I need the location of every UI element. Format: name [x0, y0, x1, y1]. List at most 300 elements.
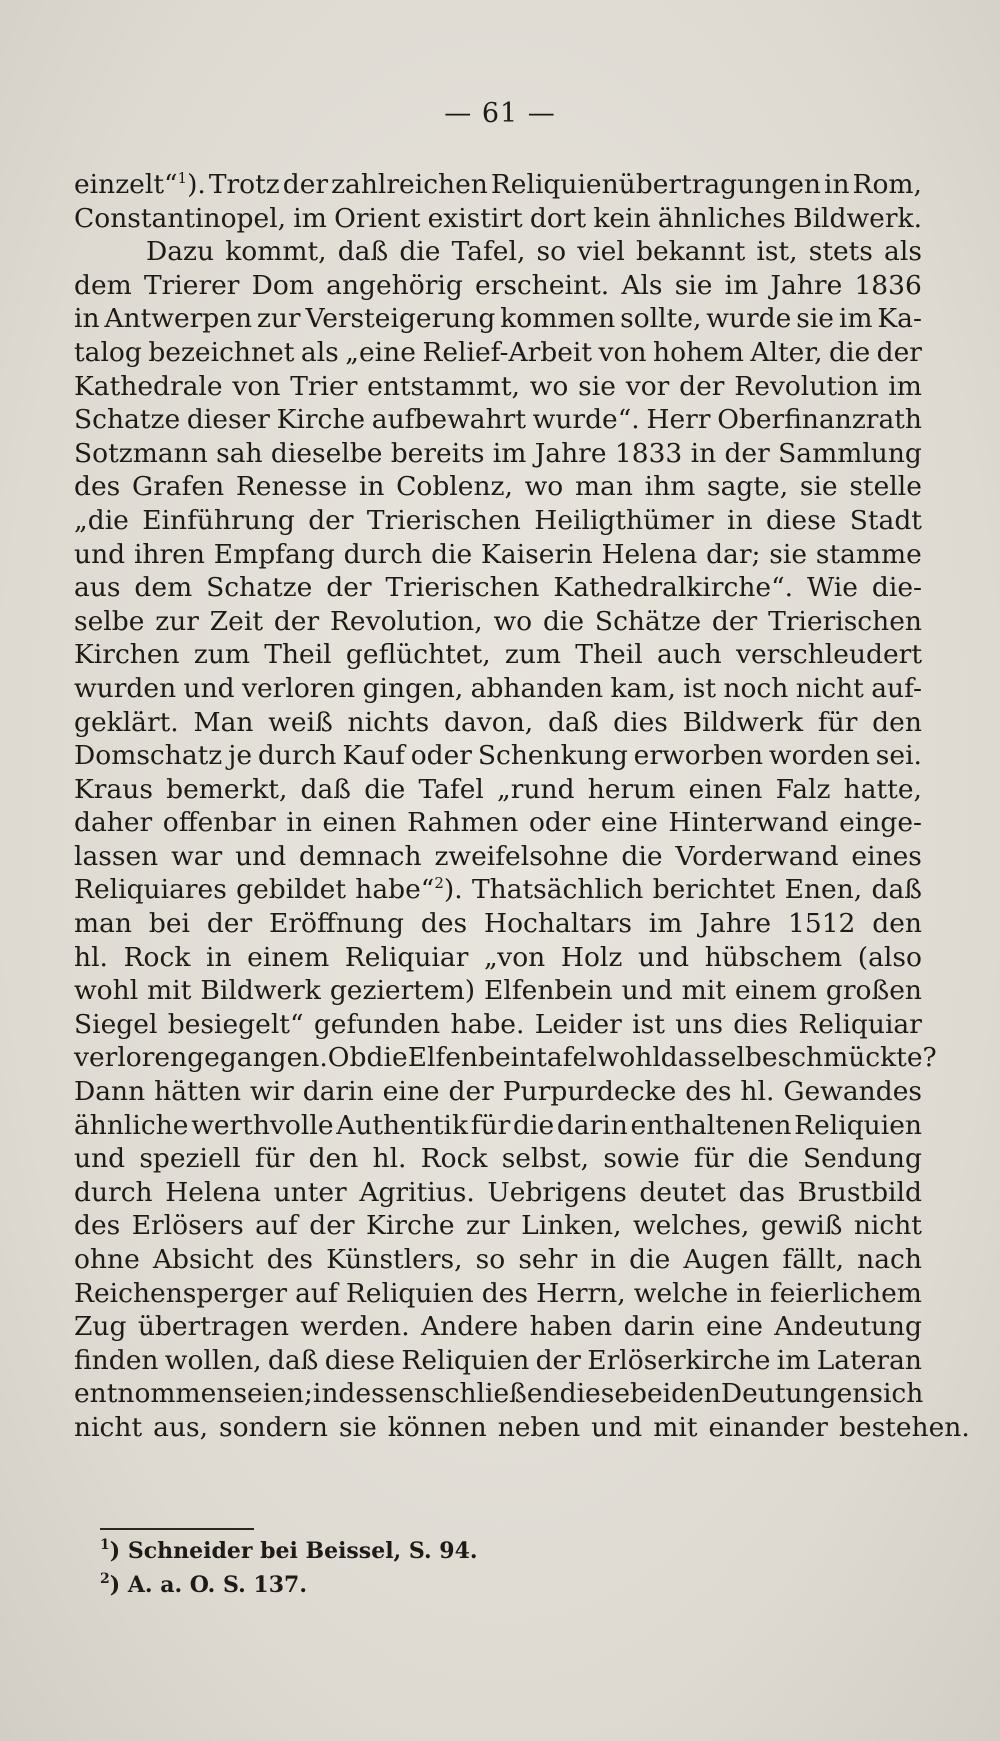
word: eine — [705, 1311, 763, 1343]
word: stamme — [815, 538, 922, 570]
text-line — [74, 202, 922, 236]
word: den — [872, 908, 922, 940]
word: zur — [256, 303, 301, 335]
word: Authentik — [336, 1109, 469, 1141]
word: unter — [273, 1176, 347, 1208]
word: Jahre — [770, 269, 843, 301]
word: auf — [295, 1277, 338, 1309]
text-line — [74, 235, 922, 269]
word: in — [358, 471, 385, 503]
word: im — [888, 370, 922, 402]
word: Ob — [327, 1042, 367, 1074]
word: und — [621, 975, 673, 1007]
word: offenbar — [162, 807, 276, 839]
word: Trierischen — [385, 572, 540, 604]
word: Schätze — [594, 605, 702, 637]
word: Oberfinanzrath — [717, 404, 922, 436]
word: als — [884, 236, 922, 268]
word: Schatze — [206, 572, 313, 604]
word: Herr — [646, 404, 711, 436]
word: Schenkung — [477, 740, 628, 772]
word: (also — [857, 941, 922, 973]
word: einander — [708, 1411, 828, 1443]
word: sowie — [603, 1143, 680, 1175]
word: habe“$^2$). — [355, 874, 463, 906]
word: Trierer — [143, 269, 240, 301]
word: talog — [74, 336, 142, 368]
word: sie — [674, 269, 713, 301]
word: selbe — [74, 605, 145, 637]
word: Antwerpen — [104, 303, 253, 335]
word: eines — [851, 840, 922, 872]
word: einen — [688, 773, 763, 805]
word: abhanden — [470, 672, 604, 704]
word: der — [206, 908, 253, 940]
word: der — [679, 370, 725, 402]
word: Reliquiar — [798, 1008, 922, 1040]
word: darin — [623, 1311, 695, 1343]
word: diese — [559, 1378, 631, 1410]
word: dort — [529, 202, 587, 234]
word: in — [823, 169, 850, 200]
word: hl. — [372, 1143, 407, 1175]
word: geklärt. — [74, 706, 179, 738]
word: weiß — [268, 706, 333, 738]
word: Deutungen — [720, 1378, 870, 1410]
word: im — [724, 269, 759, 301]
word: der — [282, 169, 329, 200]
word: herum — [587, 773, 676, 805]
word: und — [183, 672, 235, 704]
word: in — [690, 437, 717, 469]
word: sehr — [518, 1244, 578, 1275]
text-line — [74, 1277, 922, 1311]
word: dieser — [186, 404, 270, 436]
word: für — [817, 706, 858, 738]
word: haben — [529, 1311, 613, 1343]
word: Tafel — [418, 773, 484, 805]
word: sie — [769, 538, 808, 570]
word: Reliquienübertragungen — [490, 169, 821, 200]
word: Jahre — [534, 437, 607, 469]
word: dies — [733, 1008, 788, 1040]
word: Reliquien — [345, 1277, 474, 1309]
word: dieselbe — [270, 437, 383, 469]
word: Zug — [74, 1311, 127, 1343]
word: Coblenz, — [396, 471, 513, 503]
word: den — [308, 1143, 359, 1175]
word: wo — [529, 370, 569, 402]
word: schließen — [431, 1378, 560, 1410]
word: wurde — [706, 303, 792, 335]
text-line — [74, 1377, 922, 1411]
word: dar; — [706, 538, 761, 570]
word: auch — [656, 639, 722, 671]
word: Trierischen — [768, 605, 922, 637]
word: und — [74, 538, 126, 570]
word: mit — [147, 975, 192, 1007]
word: Trier — [290, 370, 358, 402]
word: daß — [337, 236, 389, 268]
word: sei. — [875, 740, 922, 772]
word: demnach — [299, 840, 422, 872]
word: Grafen — [131, 471, 225, 503]
word: der — [711, 605, 758, 637]
word: verloren — [74, 1042, 188, 1074]
word: selbst, — [501, 1143, 590, 1175]
word: mit — [653, 1411, 698, 1443]
text-line — [74, 941, 922, 975]
word: Rock — [123, 941, 191, 973]
footnote-text: ) Schneider bei Beissel, S. 94. — [109, 1538, 478, 1564]
word: und — [74, 1143, 126, 1175]
word: sollte, — [620, 303, 702, 335]
word: Elfenbeintafel — [407, 1042, 597, 1074]
word: im — [492, 437, 527, 469]
footnote-divider — [100, 1528, 254, 1530]
word: gewiß — [760, 1210, 843, 1242]
word: Alter, — [750, 336, 823, 368]
word: der — [876, 336, 922, 368]
word: welche — [633, 1277, 729, 1309]
body-text — [74, 168, 970, 1445]
word: dem — [74, 269, 132, 301]
word: Purpurdecke — [502, 1076, 677, 1108]
word: Dom — [251, 269, 314, 301]
word: Gewandes — [783, 1076, 922, 1108]
word: daher — [74, 807, 153, 839]
word: bestehen. — [838, 1411, 970, 1443]
word: nichts — [347, 706, 430, 738]
text-line — [74, 706, 922, 740]
word: verschleudert — [735, 639, 922, 671]
word: diese — [324, 1344, 396, 1376]
word: der — [308, 504, 354, 536]
word: der — [535, 1344, 581, 1376]
word: Kirche — [276, 404, 366, 436]
word: angehörig — [326, 269, 463, 301]
word: wurde“. — [532, 404, 640, 436]
word: und — [235, 840, 287, 872]
word: kein — [593, 202, 651, 234]
word: Kraus — [74, 773, 153, 805]
word: finden — [74, 1344, 159, 1376]
word: erscheint. — [474, 269, 610, 301]
word: aus, — [153, 1411, 208, 1443]
word: Kirche — [366, 1210, 455, 1242]
word: oder — [528, 807, 591, 839]
word: des — [685, 1076, 732, 1108]
text-line — [74, 1075, 922, 1109]
word: die — [629, 1244, 671, 1275]
word: ist — [632, 1008, 665, 1040]
word: Kaiserin — [481, 538, 593, 570]
word: Kathedrale — [74, 370, 223, 402]
word: Agritius. — [359, 1176, 475, 1208]
word: werden. — [300, 1311, 410, 1343]
word: Theil — [575, 639, 643, 671]
word: die — [399, 236, 441, 268]
word: in — [590, 1244, 617, 1275]
text-line — [74, 1176, 922, 1210]
word: existirt — [427, 202, 523, 234]
word: 1512 — [787, 908, 856, 940]
word: Schatze — [74, 404, 181, 436]
word: Künstlers, — [326, 1244, 463, 1275]
word: Leider — [534, 1008, 622, 1040]
word: diese — [765, 504, 837, 536]
word: kommt, — [225, 236, 327, 268]
word: dasselbe — [660, 1042, 778, 1074]
word: Uebrigens — [487, 1176, 627, 1208]
text-line — [74, 1109, 922, 1143]
word: hl. — [740, 1076, 775, 1108]
text-line — [74, 1142, 922, 1176]
word: für — [693, 1143, 734, 1175]
word: stets — [808, 236, 873, 268]
word: feierlichem — [769, 1277, 922, 1309]
word: hl. — [74, 941, 108, 973]
word: durch — [343, 538, 423, 570]
word: Eröffnung — [269, 908, 404, 940]
word: kommen — [500, 303, 616, 335]
word: 1836 — [854, 269, 922, 301]
word: schmückte? — [777, 1042, 937, 1074]
word: wollen, — [164, 1344, 262, 1376]
word: Sotzmann — [74, 437, 208, 469]
word: eine — [600, 807, 658, 839]
word: einem — [734, 975, 817, 1007]
footnote-ref-1: 1 — [177, 169, 188, 187]
word: „die — [74, 504, 129, 536]
word: 1833 — [614, 437, 683, 469]
word: daß — [547, 706, 599, 738]
word: Bildwerk — [682, 706, 804, 738]
word: Jahre — [699, 908, 772, 940]
word: noch — [723, 672, 789, 704]
footnote-mark: 1 — [100, 1537, 110, 1553]
text-line — [74, 269, 922, 303]
text-line — [74, 806, 922, 840]
word: Erlöserkirche — [587, 1344, 771, 1376]
text-line — [74, 672, 922, 706]
word: wohl — [74, 975, 139, 1007]
word: ähnliches — [657, 202, 786, 234]
text-line — [74, 470, 922, 504]
word: wir — [249, 1076, 294, 1108]
word: zur — [155, 605, 199, 637]
text-line — [74, 336, 922, 370]
word: indessen — [312, 1378, 432, 1410]
word: Bildwerk — [200, 975, 321, 1007]
word: auf- — [871, 672, 922, 704]
word: enthaltenen — [630, 1109, 792, 1141]
footnotes — [100, 1534, 478, 1602]
footnote-text: ) A. a. O. S. 137. — [109, 1572, 307, 1598]
word: können — [387, 1411, 487, 1443]
word: das — [738, 1176, 786, 1208]
word: der — [326, 572, 372, 604]
word: mit — [681, 975, 726, 1007]
word: worden — [768, 740, 870, 772]
word: Reliquiar — [344, 941, 469, 973]
word: Relief-Arbeit — [422, 336, 593, 368]
word: Helena — [165, 1176, 262, 1208]
text-line — [74, 739, 922, 773]
text-line — [74, 504, 922, 538]
word: stelle — [849, 471, 922, 503]
word: Vorderwand — [675, 840, 839, 872]
word: Empfang — [213, 538, 335, 570]
word: Kauf — [342, 740, 405, 772]
word: zum — [193, 639, 251, 671]
word: nicht — [74, 1411, 143, 1443]
word: werthvolle — [191, 1109, 334, 1141]
word: Siegel — [74, 1008, 158, 1040]
word: man — [574, 471, 633, 503]
word: ihm — [644, 471, 696, 503]
word: Zeit — [209, 605, 263, 637]
text-line — [74, 873, 922, 907]
word: bezeichnet — [148, 336, 295, 368]
word: Constantinopel, — [74, 202, 287, 234]
word: zum — [504, 639, 562, 671]
word: „von — [483, 941, 546, 973]
word: berichtet — [652, 874, 776, 906]
word: entstammt, — [367, 370, 520, 402]
word: Andere — [421, 1311, 519, 1343]
word: großen — [825, 975, 922, 1007]
word: sah — [216, 437, 263, 469]
word: ohne — [74, 1244, 140, 1275]
word: Kathedralkirche“. — [553, 572, 794, 604]
word: des — [420, 908, 468, 940]
word: hätten — [154, 1076, 242, 1108]
word: einge- — [839, 807, 922, 839]
word: Trierischen — [366, 504, 521, 536]
word: zahlreichen — [331, 169, 488, 200]
word: übertragen — [137, 1311, 290, 1343]
word: Theil — [264, 639, 332, 671]
word: geflüchtet, — [345, 639, 491, 671]
word: sich — [869, 1378, 924, 1410]
word: von — [598, 336, 647, 368]
word: neben — [497, 1411, 581, 1443]
word: seien; — [233, 1378, 313, 1410]
word: und — [637, 941, 690, 973]
text-line — [74, 605, 922, 639]
word: Rock — [420, 1143, 488, 1175]
word: sondern — [219, 1411, 329, 1443]
footnote-ref-2: 2 — [434, 874, 444, 893]
word: Wie — [807, 572, 858, 604]
word: Man — [193, 706, 254, 738]
word: uns — [675, 1008, 723, 1040]
word: einzelt“$^1$). — [74, 169, 206, 200]
word: oder — [410, 740, 472, 772]
word: aus — [74, 572, 121, 604]
text-line — [74, 773, 922, 807]
word: Sammlung — [778, 437, 922, 469]
text-line — [74, 907, 922, 941]
word: ähnliche — [74, 1109, 189, 1141]
word: durch — [74, 1176, 153, 1208]
word: die — [364, 773, 406, 805]
word: daß — [871, 874, 922, 906]
text-line — [74, 974, 922, 1008]
word: im — [648, 908, 683, 940]
text-line — [74, 168, 922, 202]
word: in — [74, 303, 100, 335]
word: Revolution — [734, 370, 879, 402]
word: geziertem) — [329, 975, 476, 1007]
word: Augen — [683, 1244, 770, 1275]
word: Stadt — [849, 504, 922, 536]
word: je — [228, 740, 253, 772]
text-line — [74, 571, 922, 605]
word: für — [470, 1109, 511, 1141]
word: viel — [577, 236, 625, 268]
text-line — [74, 1243, 922, 1277]
text-line — [74, 1008, 922, 1042]
word: daß — [267, 1344, 319, 1376]
word: der — [448, 1076, 494, 1108]
word: einen — [322, 807, 397, 839]
word: lassen — [74, 840, 159, 872]
footnote-mark: 2 — [100, 1571, 110, 1587]
word: Erlösers — [131, 1210, 244, 1242]
word: dies — [613, 706, 668, 738]
word: war — [171, 840, 223, 872]
word: habe. — [450, 1008, 525, 1040]
text-line — [74, 840, 922, 874]
word: in — [286, 807, 312, 839]
word: besiegelt“ — [167, 1008, 304, 1040]
word: nicht — [853, 1210, 922, 1242]
word: Dazu — [146, 236, 215, 268]
word: gebildet — [236, 874, 346, 906]
word: für — [254, 1143, 295, 1175]
word: wurden — [74, 672, 177, 704]
word: und — [591, 1411, 643, 1443]
word: nicht — [795, 672, 864, 704]
word: Andeutung — [774, 1311, 922, 1343]
word: vor — [625, 370, 670, 402]
text-line — [74, 370, 922, 404]
word: Trotz — [208, 169, 280, 200]
word: Herrn, — [536, 1277, 626, 1309]
word: auf — [255, 1210, 298, 1242]
word: dem — [134, 572, 193, 604]
word: ihren — [133, 538, 205, 570]
word: sie — [799, 471, 838, 503]
word: wo — [493, 605, 533, 637]
word: Enen, — [784, 874, 863, 906]
word: so — [475, 1244, 506, 1275]
word: Domschatz — [74, 740, 223, 772]
word: Bildwerk. — [793, 202, 922, 234]
word: entnommen — [74, 1378, 234, 1410]
word: Brustbild — [797, 1176, 922, 1208]
word: Einführung — [142, 504, 295, 536]
word: Sendung — [803, 1143, 922, 1175]
text-line — [74, 638, 922, 672]
word: Hinterwand — [668, 807, 829, 839]
word: „eine — [345, 336, 416, 368]
word: gefunden — [313, 1008, 441, 1040]
word: Linken, — [521, 1210, 622, 1242]
word: als — [300, 336, 339, 368]
